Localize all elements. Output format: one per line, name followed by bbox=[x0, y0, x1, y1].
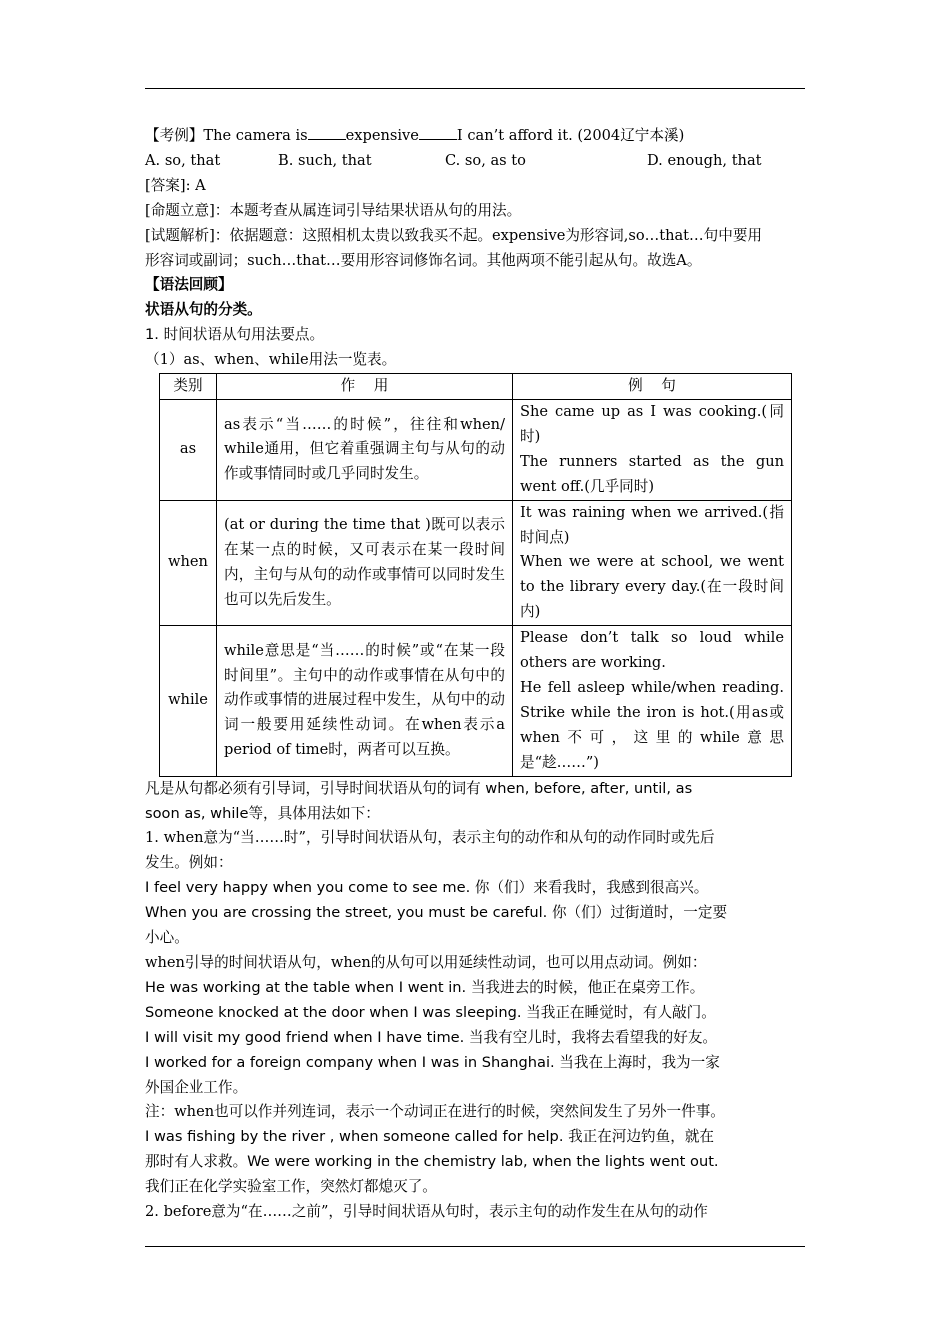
intent-line: [命题立意]：本题考查从属连词引导结果状语从句的用法。 bbox=[145, 201, 522, 219]
intro-line-2: soon as, while等，具体用法如下： bbox=[145, 804, 380, 822]
conjunction-note: 注：when也可以作并列连词，表示一个动词正在进行的时候，突然间发生了另外一件事。 bbox=[145, 1103, 725, 1121]
row-category: as bbox=[160, 400, 217, 501]
row-examples bbox=[513, 400, 792, 501]
blank-1 bbox=[308, 125, 346, 140]
option-b: B. such, that bbox=[278, 151, 372, 169]
sub-point-1: （1）as、when、while用法一览表。 bbox=[145, 351, 397, 369]
exam-question bbox=[145, 124, 807, 149]
review-heading: 【语法回顾】 bbox=[145, 276, 233, 294]
example-text: She came up as I was cooking.(同时) bbox=[520, 403, 784, 445]
row-usage: as表示“当……的时候”，往往和when/ while通用，但它着重强调主句与从句的动作或事情同时或几乎同时发生。 bbox=[217, 400, 513, 501]
example-text: The runners started as the gun went off.(几乎同时) bbox=[520, 452, 784, 495]
header-examples: 例 句 bbox=[513, 374, 792, 400]
when-note: when引导的时间状语从句，when的从句可以用延续性动词，也可以用点动词。例如： bbox=[145, 953, 707, 971]
analysis-line-2: 形容词或副词；such…that…要用形容词修饰名词。其他两项不能引起从句。故选A。 bbox=[145, 251, 702, 269]
row-examples bbox=[513, 626, 792, 776]
example-7-line-2: 那时有人求救。We were working in the chemistry lab, when the lights went out. bbox=[145, 1153, 719, 1171]
footer-rule bbox=[145, 1246, 805, 1247]
usage-table bbox=[159, 373, 792, 777]
example-7-line-3: 我们正在化学实验室工作，突然灯都熄灭了。 bbox=[145, 1178, 437, 1196]
example-6-line-1: I worked for a foreign company when I was in Shanghai. 当我在上海时，我为一家 bbox=[145, 1053, 720, 1071]
question-start: The camera is bbox=[203, 127, 308, 144]
header-usage: 作 用 bbox=[217, 374, 513, 400]
header-rule bbox=[145, 88, 805, 89]
row-examples bbox=[513, 500, 792, 626]
point-1-text: 时间状语从句用法要点。 bbox=[163, 326, 325, 344]
before-line-1: 2. before意为“在……之前”，引导时间状语从句时，表示主句的动作发生在从句的动作 bbox=[145, 1203, 708, 1221]
example-2-line-1: When you are crossing the street, you must be careful. 你（们）过街道时，一定要 bbox=[145, 904, 728, 922]
example-3: He was working at the table when I went in. 当我进去的时候，他正在桌旁工作。 bbox=[145, 978, 705, 996]
exam-label: 【考例】 bbox=[145, 127, 204, 144]
example-text: When we were at school, we went to the library every day.(在一段时间内) bbox=[520, 553, 784, 621]
when-line-2: 发生。例如： bbox=[145, 854, 233, 872]
option-d: D. enough, that bbox=[647, 151, 762, 169]
answer-options bbox=[145, 149, 807, 174]
answer-line: [答案]: A bbox=[145, 176, 206, 194]
when-line-1: 1. when意为“当……时”，引导时间状语从句，表示主句的动作和从句的动作同时或先后 bbox=[145, 829, 715, 847]
example-4: Someone knocked at the door when I was sleeping. 当我正在睡觉时，有人敲门。 bbox=[145, 1003, 716, 1021]
row-category: while bbox=[160, 626, 217, 776]
blank-2 bbox=[419, 125, 457, 140]
question-mid: expensive bbox=[345, 127, 419, 144]
option-a: A. so, that bbox=[145, 151, 221, 169]
example-1: I feel very happy when you come to see me. 你（们）来看我时，我感到很高兴。 bbox=[145, 879, 709, 897]
review-title: 状语从句的分类。 bbox=[145, 301, 262, 319]
row-category: when bbox=[160, 500, 217, 626]
example-text: Please don’t talk so loud while others are working. bbox=[520, 629, 784, 672]
document-body bbox=[145, 124, 807, 1225]
analysis-line-1: [试题解析]：依据题意：这照相机太贵以致我买不起。expensive为形容词,so…that…句中要用 bbox=[145, 226, 763, 244]
row-usage: (at or during the time that )既可以表示在某一点的时候，又可表示在某一段时间内，主句与从句的动作或事情可以同时发生也可以先后发生。 bbox=[217, 500, 513, 626]
table-row bbox=[160, 626, 792, 776]
example-5: I will visit my good friend when I have time. 当我有空儿时，我将去看望我的好友。 bbox=[145, 1028, 718, 1046]
example-7-line-1: I was fishing by the river , when someone called for help. 我正在河边钓鱼，就在 bbox=[145, 1128, 715, 1146]
table-row bbox=[160, 500, 792, 626]
example-2-line-2: 小心。 bbox=[145, 929, 189, 947]
point-1-number: 1. bbox=[145, 326, 159, 344]
example-6-line-2: 外国企业工作。 bbox=[145, 1078, 248, 1096]
intro-line-1: 凡是从句都必须有引导词，引导时间状语从句的词有 when, before, after, until, as bbox=[145, 779, 693, 797]
row-usage: while意思是“当……的时候”或“在某一段时间里”。主句中的动作或事情在从句中的动作或事情的进展过程中发生，从句中的动词一般要用延续性动词。在when表示a period of time时，两者可以互换。 bbox=[217, 626, 513, 776]
example-text: He fell asleep while/when reading. Strike while the iron is hot.(用as或when不可，这里的while意思是“趁……”) bbox=[520, 679, 784, 771]
table-row bbox=[160, 400, 792, 501]
option-c: C. so, as to bbox=[445, 151, 526, 169]
header-category: 类别 bbox=[160, 374, 217, 400]
example-text: It was raining when we arrived.(指时间点) bbox=[520, 503, 784, 546]
question-end: I can’t afford it. (2004辽宁本溪) bbox=[456, 127, 685, 144]
table-header-row bbox=[160, 374, 792, 400]
